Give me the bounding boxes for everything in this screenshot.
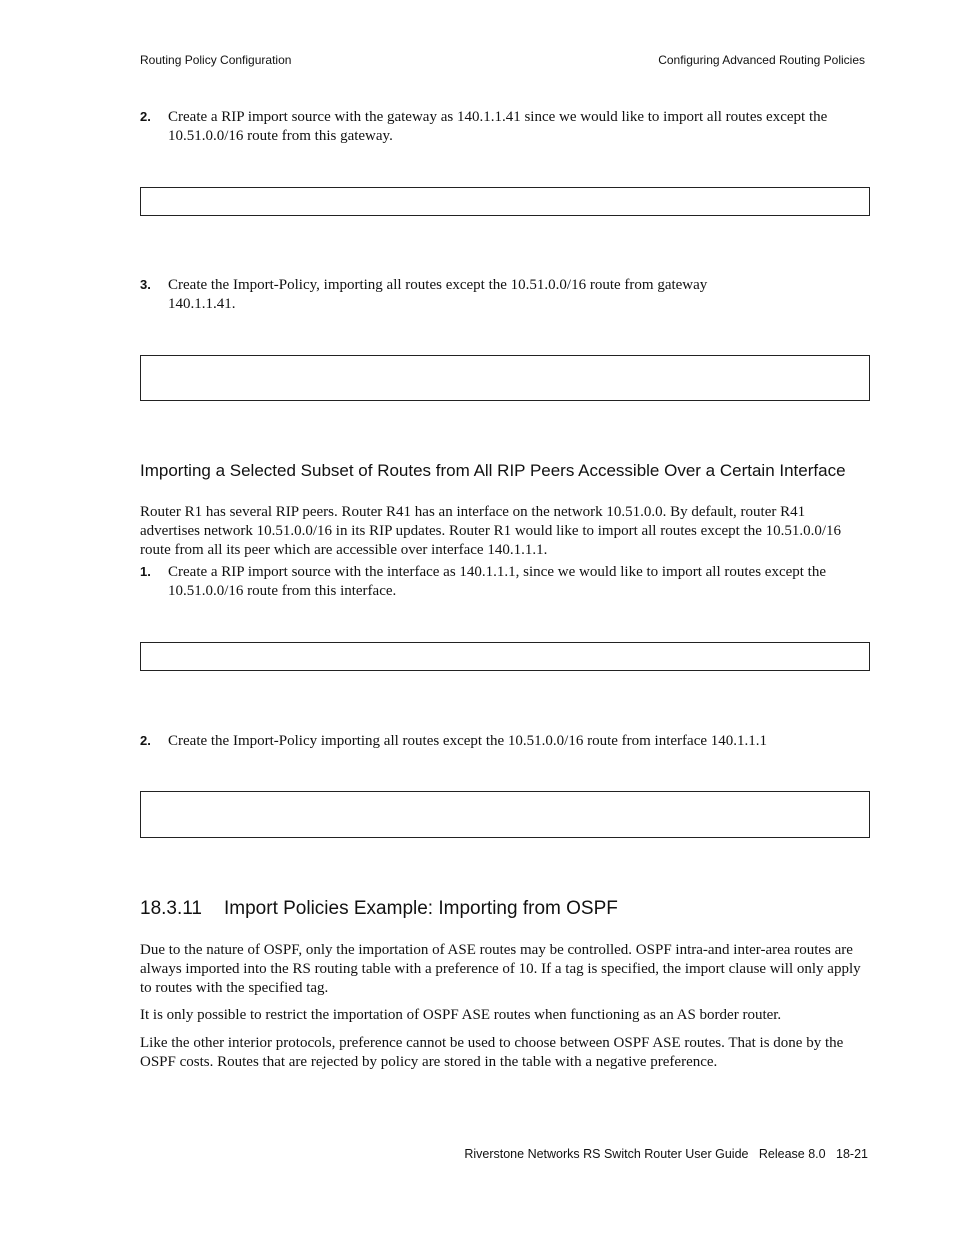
step-text: Create a RIP import source with the gateway as 140.1.1.41 since we would like to import all routes except the 10.51.0.0/16 route from this gateway. [168, 109, 828, 144]
subsection-heading: Importing a Selected Subset of Routes from All RIP Peers Accessible Over a Certain Interface [140, 461, 846, 480]
code-box [140, 355, 870, 401]
code-box [140, 642, 870, 671]
step-number: 3. [140, 277, 151, 292]
intro-paragraph: Router R1 has several RIP peers. Router R41 has an interface on the network 10.51.0.0. By default, router R41 advertises network 10.51.0.0/16 in its RIP updates. Router R1 would like to import all routes except the 10.51.0.0/16 route from all its peer which are accessible over interface 140.1.1.1. [140, 504, 842, 558]
step-number: 2. [140, 733, 151, 748]
running-header-right: Configuring Advanced Routing Policies [658, 53, 865, 67]
running-header-left: Routing Policy Configuration [140, 53, 292, 67]
page-footer: Riverstone Networks RS Switch Router User Guide Release 8.0 18-21 [464, 1147, 868, 1161]
body-paragraph: Like the other interior protocols, preference cannot be used to choose between OSPF ASE routes. That is done by the OSPF costs. Routes that are rejected by policy are stored in the table with a negative preference. [140, 1035, 844, 1070]
code-box [140, 791, 870, 838]
step-text: Create a RIP import source with the interface as 140.1.1.1, since we would like to import all routes except the 10.51.0.0/16 route from this interface. [168, 564, 827, 599]
body-paragraph: Due to the nature of OSPF, only the importation of ASE routes may be controlled. OSPF intra-and inter-area routes are always imported into the RS routing table with a preference of 10. If a tag is specified, the import clause will only apply to routes with the specified tag. [140, 942, 861, 996]
code-box [140, 187, 870, 216]
step-number: 2. [140, 109, 151, 124]
section-number: 18.3.11 [140, 898, 202, 919]
section-title: Import Policies Example: Importing from OSPF [224, 898, 618, 919]
body-paragraph: It is only possible to restrict the importation of OSPF ASE routes when functioning as an AS border router. [140, 1007, 782, 1023]
step-number: 1. [140, 564, 151, 579]
step-text: Create the Import-Policy, importing all routes except the 10.51.0.0/16 route from gateway 140.1.1.41. [168, 277, 708, 312]
step-text: Create the Import-Policy importing all routes except the 10.51.0.0/16 route from interface 140.1.1.1 [168, 733, 768, 749]
